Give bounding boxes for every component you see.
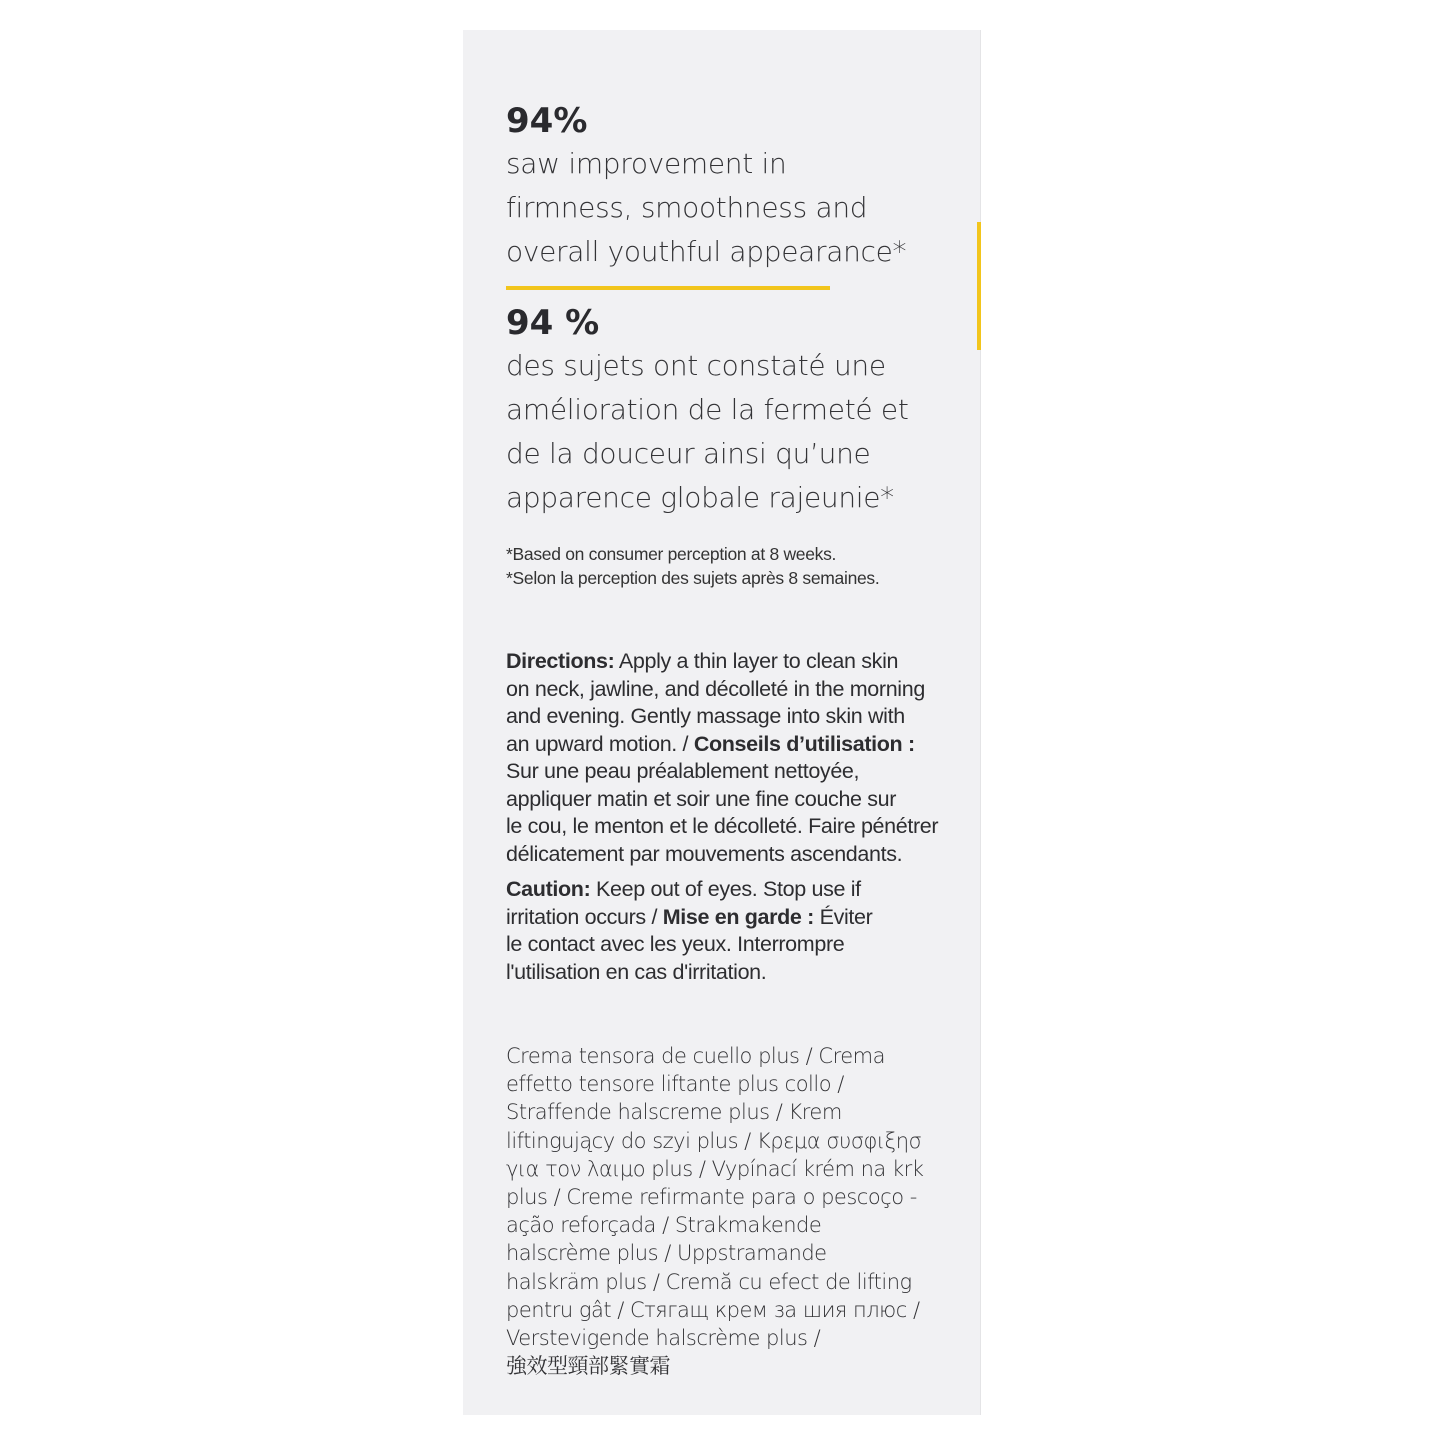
stat-line: de la douceur ainsi qu’une [506, 437, 871, 470]
caution-line: l'utilisation en cas d'irritation. [506, 959, 767, 984]
directions-block [506, 648, 971, 868]
panel-content [506, 100, 971, 1380]
caution-text: Keep out of eyes. Stop use if [590, 877, 861, 901]
directions-label: Directions: [506, 649, 615, 673]
directions-line [506, 648, 971, 676]
product-name-line: effetto tensore liftante plus collo / [506, 1072, 844, 1097]
stat-percent-fr: 94 % [506, 303, 600, 343]
stat-line: overall youthful appearance* [506, 235, 907, 268]
footnote: *Selon la perception des sujets après 8 semaines. [506, 568, 880, 588]
product-name-line: για τον λαιμο plus / Vypínací krém na krk [506, 1156, 924, 1181]
stat-line: firmness, smoothness and [506, 191, 868, 224]
caution-text: irritation occurs / [506, 904, 663, 929]
directions-line: on neck, jawline, and décolleté in the morning [506, 676, 925, 701]
footnote: *Based on consumer perception at 8 weeks. [506, 544, 837, 564]
product-name-line: Straffende halscreme plus / Krem [506, 1100, 842, 1125]
caution-line [506, 876, 971, 904]
stat-line: amélioration de la fermeté et [506, 393, 909, 426]
caution-line [506, 904, 971, 932]
directions-line: appliquer matin et soir une fine couche sur [506, 786, 897, 811]
product-name-line: liftingujący do szyi plus / Κρεμα συσφιξησ [506, 1128, 922, 1153]
product-name-line: ação reforçada / Strakmakende [506, 1213, 822, 1238]
yellow-divider [506, 286, 830, 290]
caution-block [506, 876, 971, 986]
caution-text: Éviter [813, 904, 873, 929]
directions-line: and evening. Gently massage into skin with [506, 704, 905, 728]
product-name-line: Crema tensora de cuello plus / Crema [506, 1044, 886, 1068]
product-name-line: plus / Creme refirmante para o pescoço - [506, 1185, 917, 1210]
stat-block-fr [506, 302, 971, 520]
directions-text: Apply a thin layer to clean skin [614, 649, 899, 673]
product-name-line: halscrème plus / Uppstramande [506, 1241, 827, 1266]
product-names-block [506, 1042, 971, 1380]
caution-line: le contact avec les yeux. Interrompre [506, 932, 845, 956]
product-name-line: halskräm plus / Cremă cu efect de lifting [506, 1269, 912, 1294]
footnotes [506, 542, 971, 590]
directions-line: délicatement par mouvements ascendants. [506, 841, 903, 866]
stat-line: saw improvement in [506, 147, 787, 180]
caution-label: Caution: [506, 877, 591, 901]
stat-line: des sujets ont constaté une [506, 349, 886, 382]
yellow-edge-accent [977, 222, 981, 350]
stat-block-en [506, 100, 971, 274]
product-name-line: pentru gât / Стягащ крем за шия плюс / [506, 1297, 920, 1322]
directions-line [506, 731, 971, 759]
stat-percent-en: 94% [506, 101, 588, 141]
product-name-line: Verstevigende halscrème plus / [506, 1326, 821, 1351]
directions-text: an upward motion. / [506, 731, 694, 756]
directions-line: le cou, le menton et le décolleté. Faire pénétrer [506, 814, 939, 838]
product-name-line: 強效型頸部緊實霜 [506, 1354, 670, 1379]
directions-line: Sur une peau préalablement nettoyée, [506, 759, 860, 783]
stat-line: apparence globale rajeunie* [506, 481, 894, 514]
caution-label-fr: Mise en garde : [662, 904, 814, 929]
directions-label-fr: Conseils d’utilisation : [693, 731, 915, 756]
